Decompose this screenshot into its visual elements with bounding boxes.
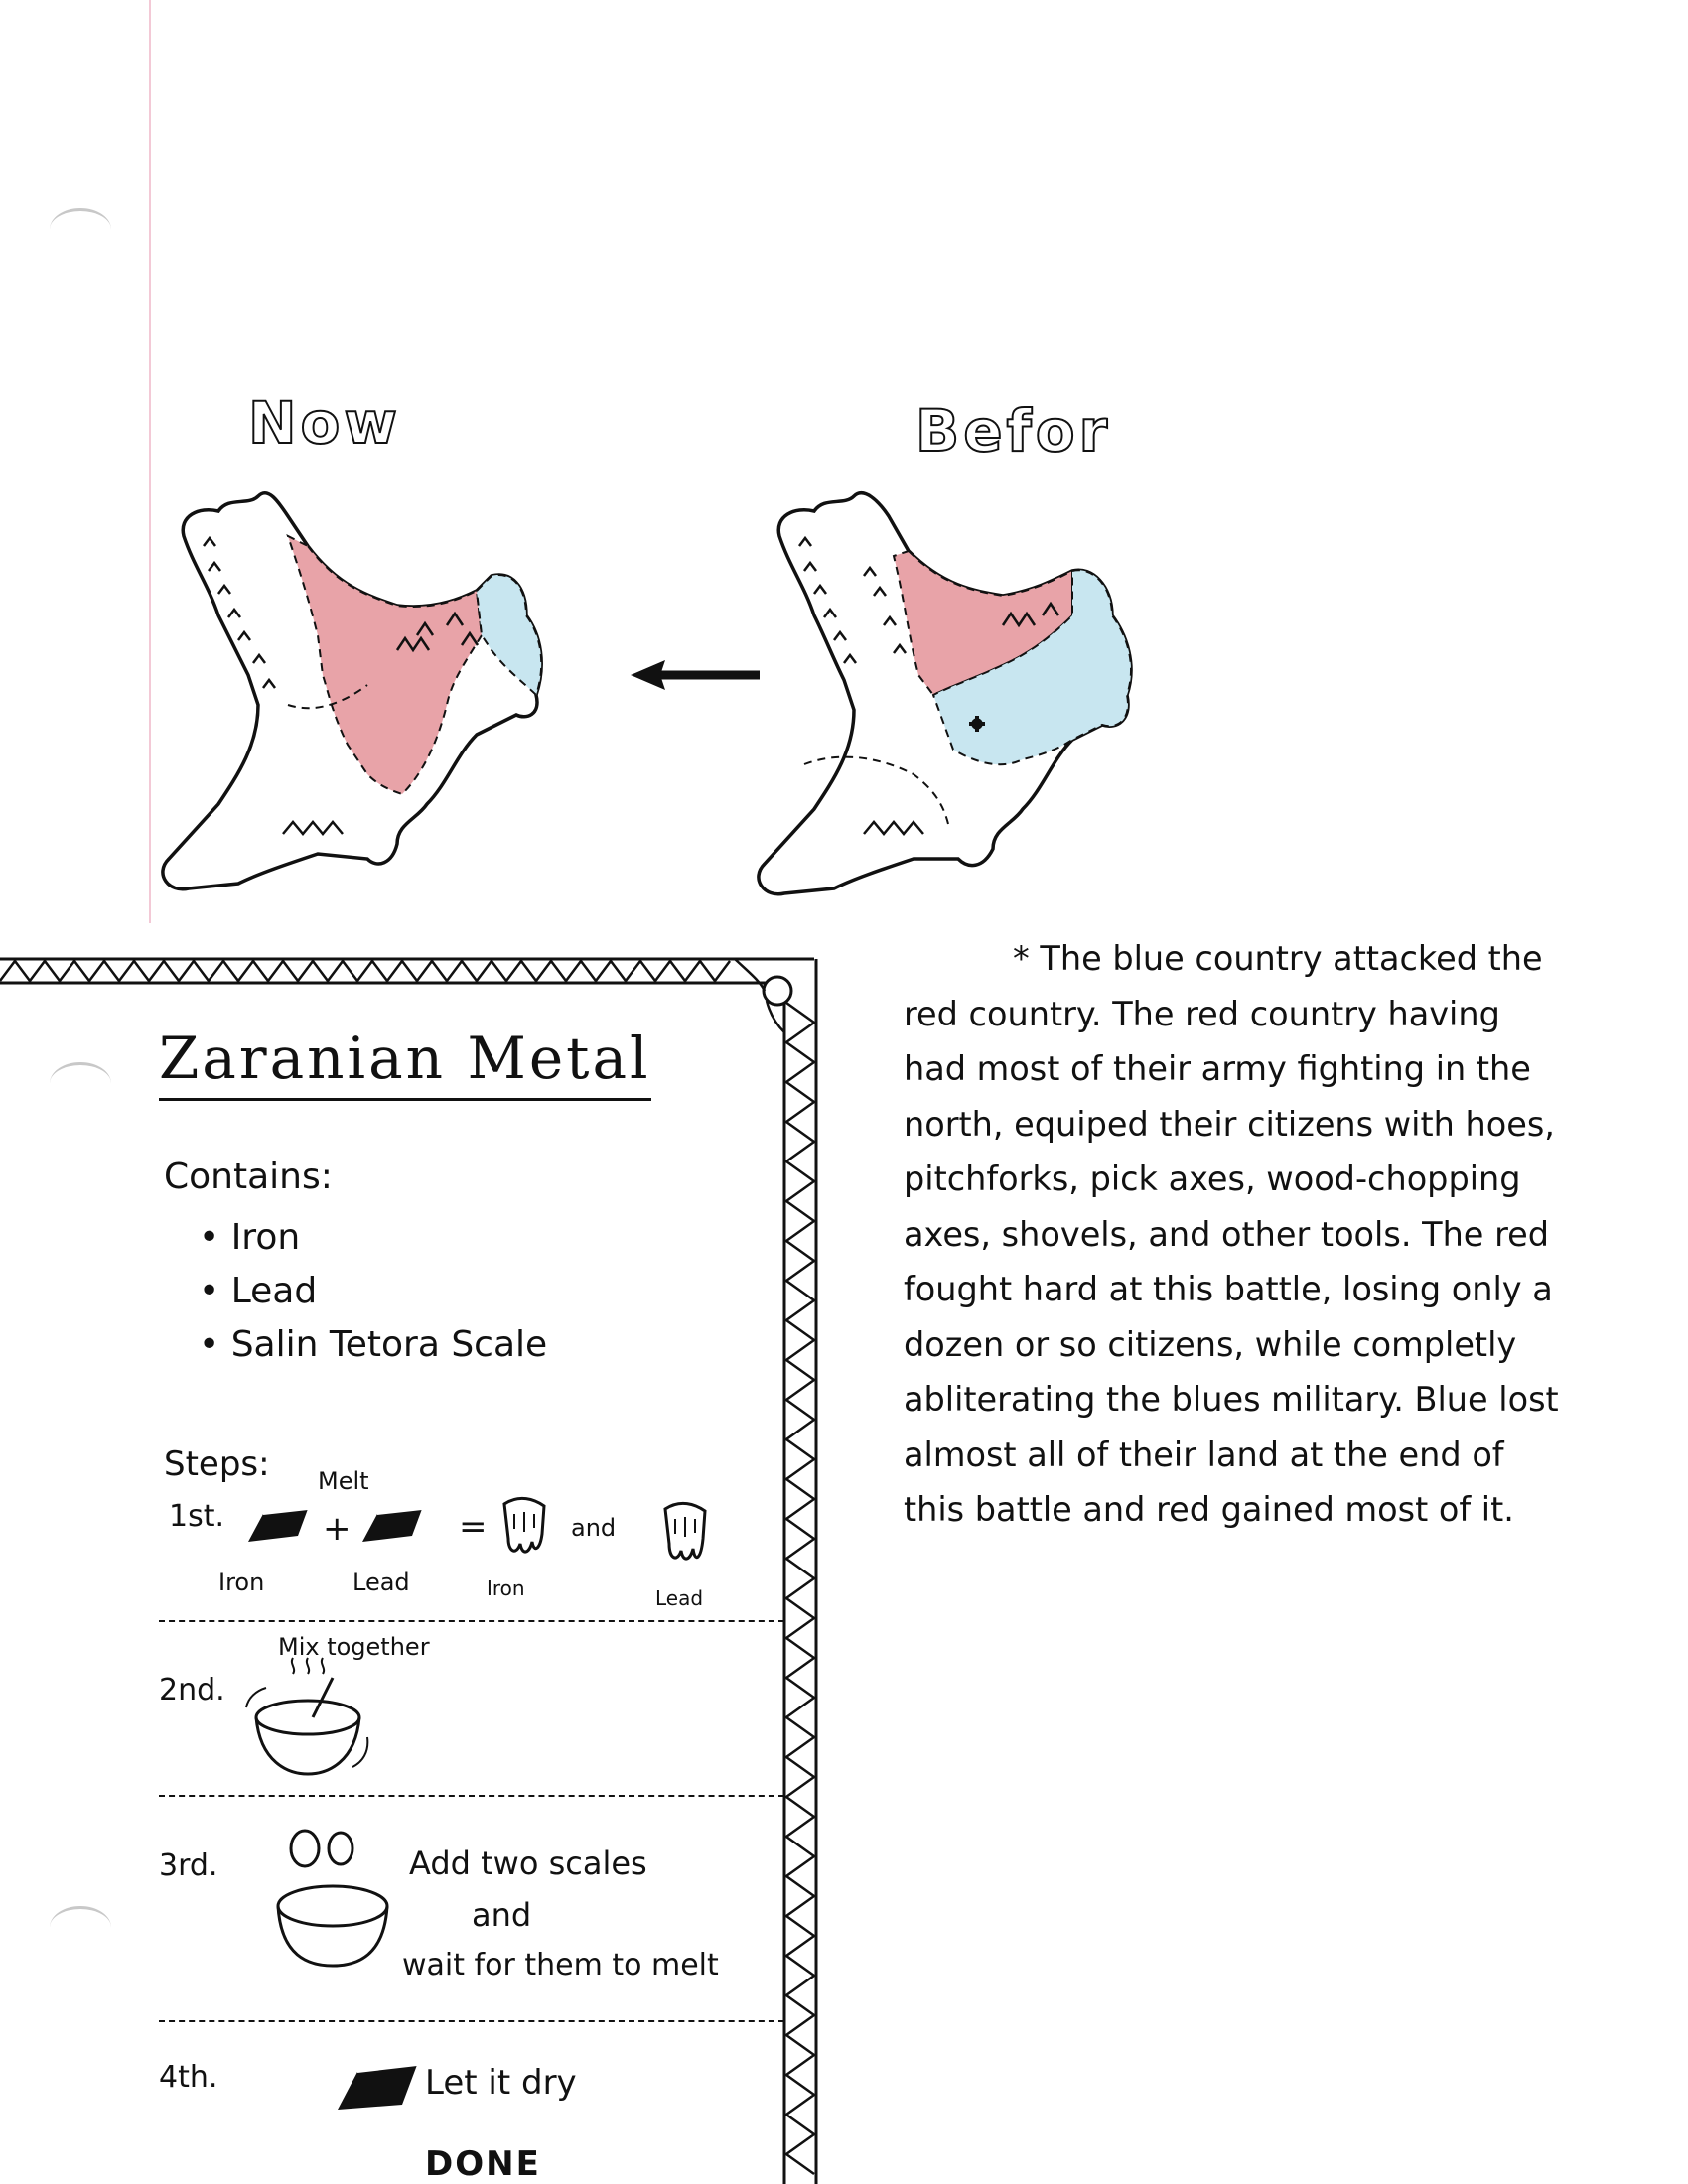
step-3-line3: wait for them to melt: [402, 1948, 719, 1982]
mixing-bowl-icon: [238, 1653, 377, 1792]
metal-ingot-icon: [333, 2060, 422, 2119]
done-label: DONE: [425, 2144, 541, 2184]
before-map: [745, 477, 1162, 903]
step-2-number: 2nd.: [159, 1673, 225, 1707]
step-divider: [159, 1795, 784, 1797]
ingredient-item: • Iron: [199, 1211, 547, 1265]
contains-label: Contains:: [164, 1157, 333, 1197]
now-map: [149, 477, 566, 903]
step-divider: [159, 1620, 784, 1622]
lead-caption: Lead: [352, 1569, 410, 1596]
ingredient-item: • Salin Tetora Scale: [199, 1318, 547, 1372]
melted-iron-icon: [494, 1494, 554, 1564]
melted-lead-icon: [655, 1499, 715, 1573]
bowl-with-scales-icon: [263, 1827, 402, 1976]
recipe-title: Zaranian Metal: [159, 1024, 651, 1101]
step-3-number: 3rd.: [159, 1848, 218, 1883]
steps-label: Steps:: [164, 1444, 270, 1484]
lead-ingot-icon: [357, 1504, 427, 1549]
step-3-line1: Add two scales: [409, 1844, 647, 1882]
equals-sign: =: [459, 1507, 488, 1547]
melt-label: Melt: [318, 1467, 369, 1495]
iron-ingot-icon: [243, 1504, 313, 1549]
arrow-left-icon: [626, 655, 765, 695]
now-map-title: Now: [248, 389, 401, 457]
before-map-title: Befor: [915, 397, 1112, 465]
step-4-number: 4th.: [159, 2060, 218, 2095]
story-paragraph: * The blue country attacked the red country. The red country having had most of their army fighting in the north, equiped their citizens with hoes, pitchforks, pick axes, wood-chopping axes, shovels, and other tools. The red fought hard at this battle, losing only a dozen or so citizens, while completly abliterating the blues military. Blue lost almost all of their land at the end of this battle and red gained most of it.: [904, 939, 1559, 1529]
let-it-dry-label: Let it dry: [425, 2063, 577, 2103]
step-divider: [159, 2020, 784, 2022]
ingredient-item: • Lead: [199, 1265, 547, 1318]
binder-hole: [50, 208, 111, 251]
mix-together-label: Mix together: [278, 1633, 430, 1661]
lead-caption: Lead: [655, 1586, 704, 1610]
ingredient-list: [199, 1211, 547, 1372]
iron-caption: Iron: [487, 1576, 525, 1600]
and-label: and: [571, 1514, 617, 1542]
iron-caption: Iron: [218, 1569, 265, 1596]
plus-sign: +: [323, 1509, 352, 1549]
step-3-line2: and: [472, 1896, 532, 1934]
step-1-number: 1st.: [169, 1499, 225, 1534]
